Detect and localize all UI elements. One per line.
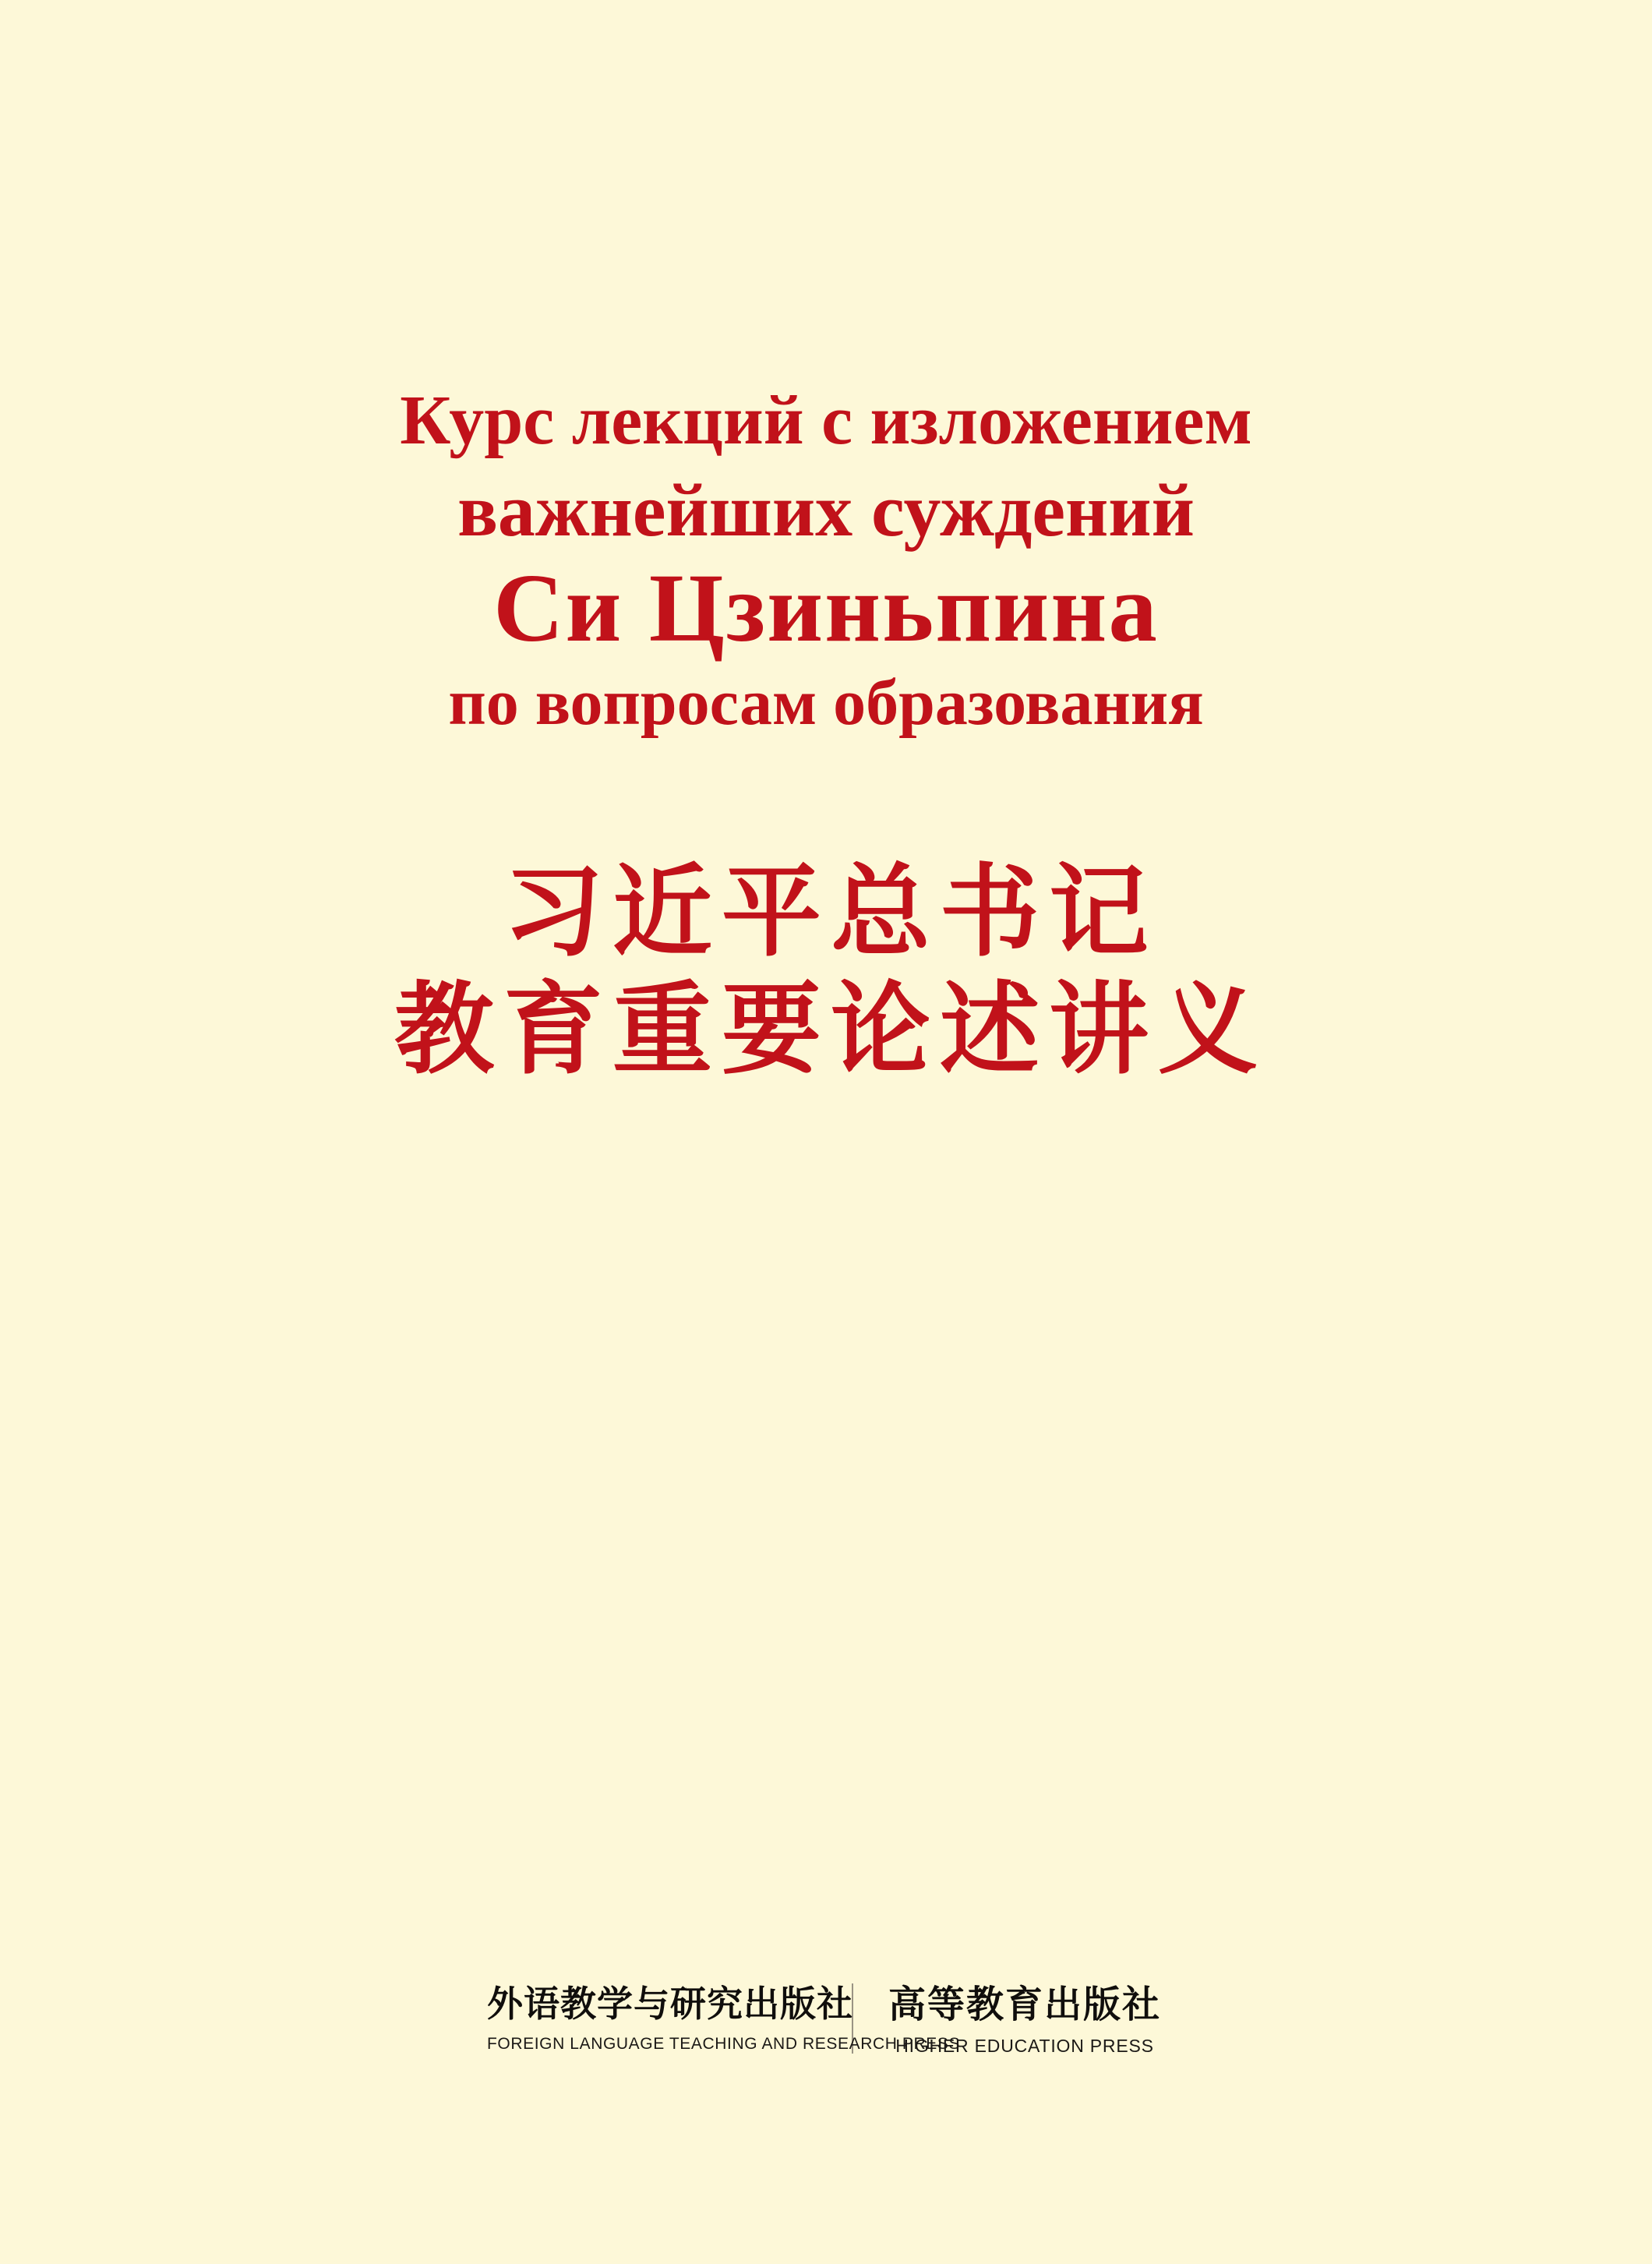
russian-title-line-3: Си Цзиньпина: [493, 555, 1159, 662]
publisher-fltrp-name-en: FOREIGN LANGUAGE TEACHING AND RESEARCH PRESS: [487, 2034, 961, 2053]
publisher-fltrp: [487, 1983, 961, 2054]
publisher-fltrp-name-cn: 外语教学与研究出版社: [487, 1983, 853, 2025]
russian-title-block: [0, 382, 1652, 739]
chinese-title-block: [0, 853, 1652, 1089]
chinese-title-line-1: 习近平总书记: [503, 854, 1158, 970]
publisher-hep-name-cn: 高等教育出版社: [888, 1983, 1161, 2026]
russian-title-line-4: по вопросам образования: [448, 666, 1204, 739]
chinese-title-line-2: 教育重要论述讲义: [394, 972, 1267, 1089]
publisher-footer: [0, 1983, 1652, 2057]
russian-title-line-1: Курс лекций с изложением: [400, 382, 1252, 459]
publisher-hep-name-en: HIGHER EDUCATION PRESS: [895, 2036, 1154, 2057]
russian-title-line-2: важнейших суждений: [457, 468, 1195, 552]
publisher-hep: [853, 1983, 1165, 2057]
